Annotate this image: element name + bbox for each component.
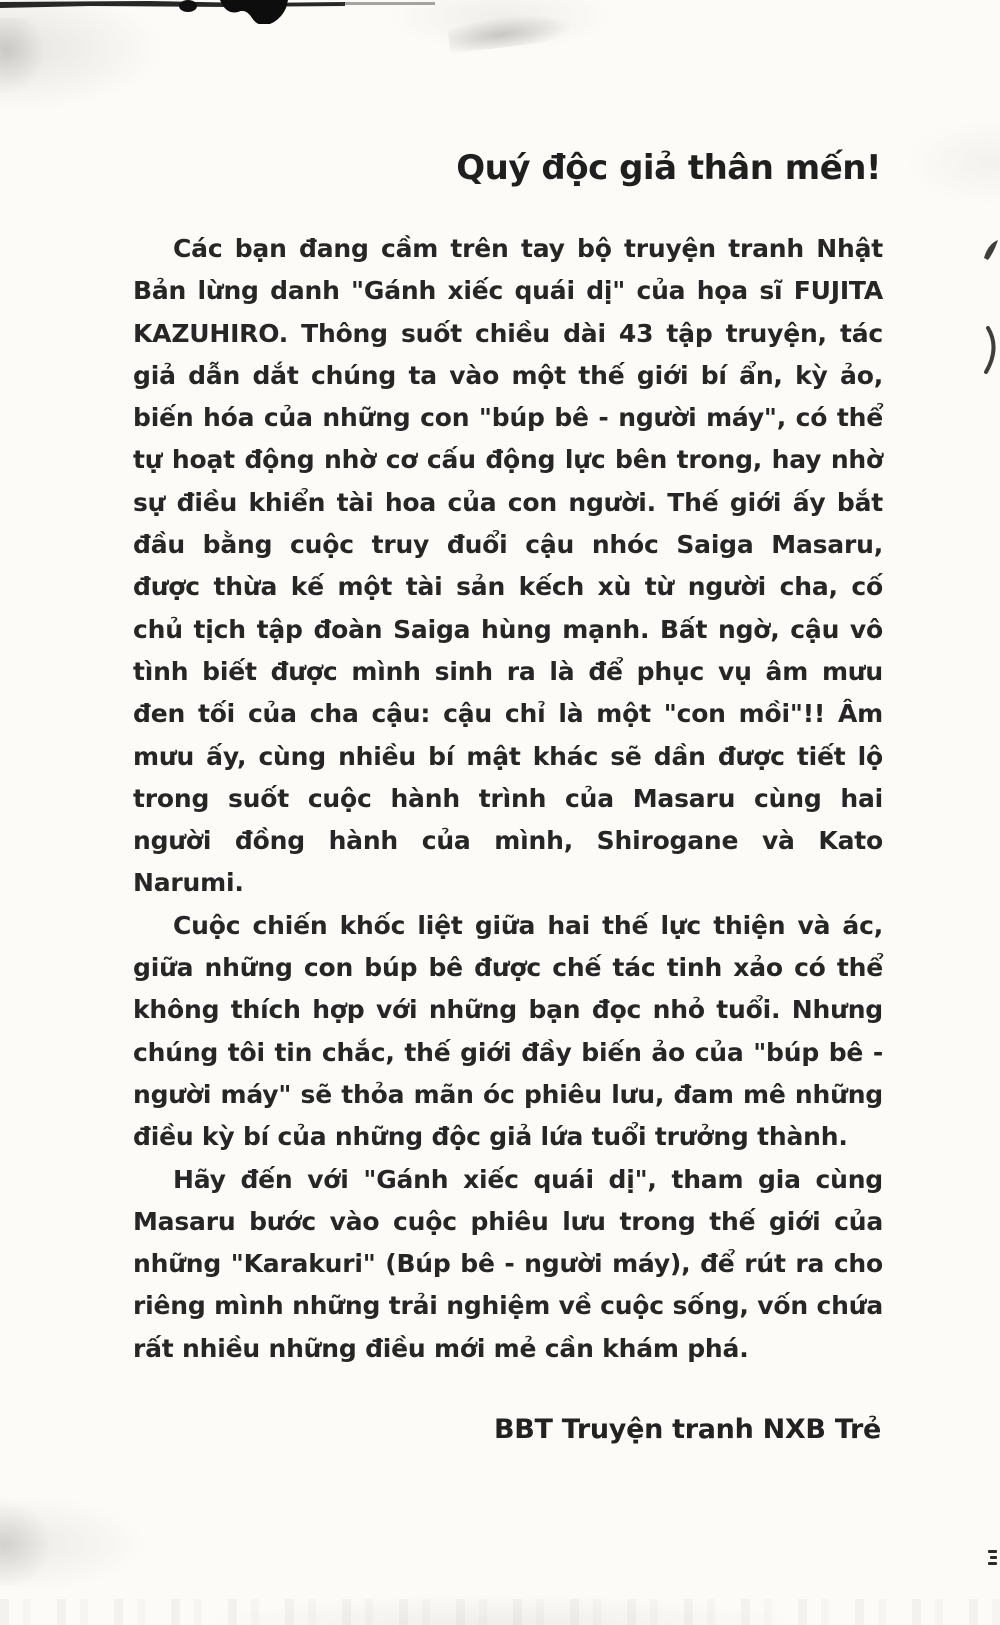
scan-mark-right-paren xyxy=(982,326,1000,374)
scan-mark-right-upper xyxy=(982,236,1000,266)
scan-smudge-left-bottom xyxy=(0,1495,56,1585)
scan-mark-right-dashes xyxy=(988,1550,998,1568)
paragraph-invitation: Hãy đến với "Gánh xiếc quái dị", tham gia cùng Masaru bước vào cuộc phiêu lưu trong thế giới của những "Karakuri" (Búp bê - người máy), để rút ra cho riêng mình những trải nghiệm về cuộc sống, vốn chứa rất nhiều những điều mới mẻ cần khám phá. xyxy=(133,1164,883,1363)
letter-body xyxy=(133,228,883,1370)
signature-line: BBT Truyện tranh NXB Trẻ xyxy=(493,1414,881,1446)
page-title: Quý độc giả thân mến! xyxy=(456,148,881,188)
scan-artifact-top-edge xyxy=(0,0,470,24)
scan-smudge-left-top xyxy=(0,18,48,98)
letter-content xyxy=(133,148,883,1445)
paragraph-warning: Cuộc chiến khốc liệt giữa hai thế lực thiện và ác, giữa những con búp bê được chế tác tinh xảo có thể không thích hợp với những bạn đọc nhỏ tuổi. Nhưng chúng tôi tin chắc, thế giới đầy biến ảo của "búp bê - người máy" sẽ thỏa mãn óc phiêu lưu, đam mê những điều kỳ bí của những độc giả lứa tuổi trưởng thành. xyxy=(133,910,883,1152)
scan-noise-bottom-edge xyxy=(0,1599,1000,1625)
paragraph-intro: Các bạn đang cầm trên tay bộ truyện tranh Nhật Bản lừng danh "Gánh xiếc quái dị" của họa sĩ FUJITA KAZUHIRO. Thông suốt chiều dài 43 tập truyện, tác giả dẫn dắt chúng ta vào một thế giới bí ẩn, kỳ ảo, biến hóa của những con "búp bê - người máy", có thể tự hoạt động nhờ cơ cấu động lực bên trong, hay nhờ sự điều khiển tài hoa của con người. Thế giới ấy bắt đầu bằng cuộc truy đuổi cậu nhóc Saiga Masaru, được thừa kế một tài sản kếch xù từ người cha, cố chủ tịch tập đoàn Saiga hùng mạnh. Bất ngờ, cậu vô tình biết được mình sinh ra là để phục vụ âm mưu đen tối của cha cậu: cậu chỉ là một "con mồi"!! Âm mưu ấy, cùng nhiều bí mật khác sẽ dần được tiết lộ trong suốt cuộc hành trình của Masaru cùng hai người đồng hành của mình, Shirogane và Kato Narumi. xyxy=(133,234,883,898)
